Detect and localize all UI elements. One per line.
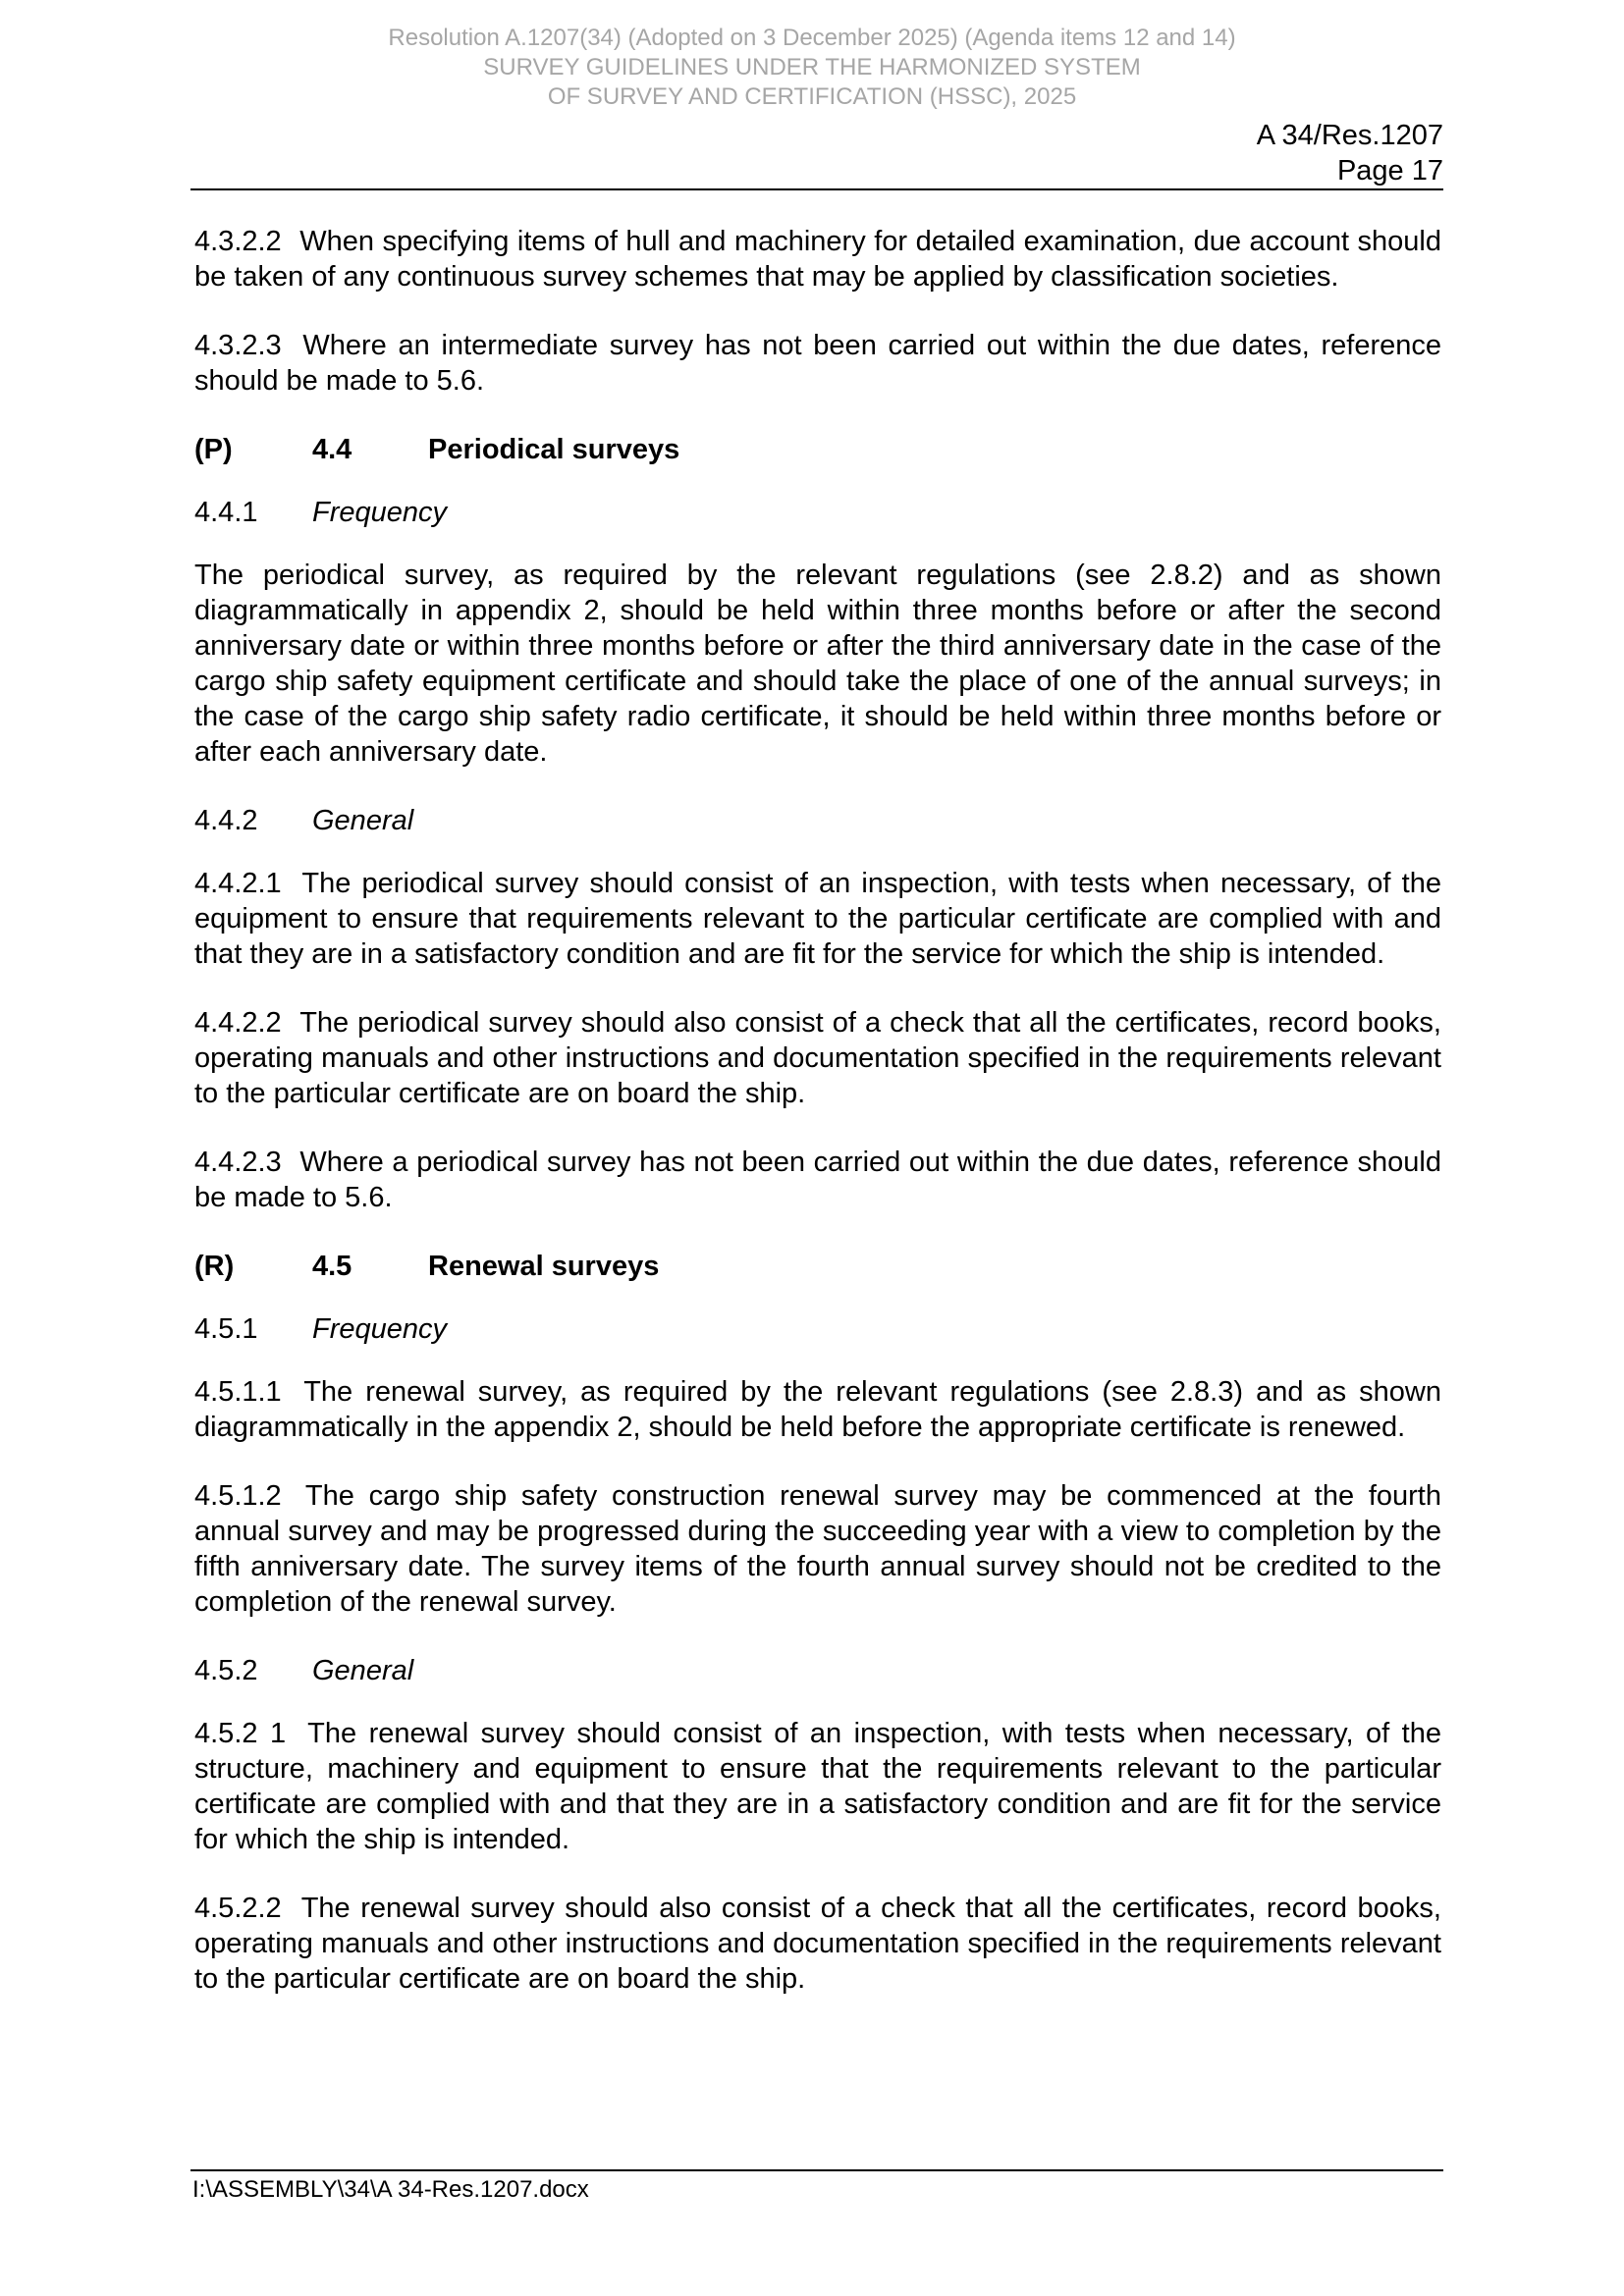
subsection-title: General — [312, 805, 414, 836]
footer-divider — [190, 2169, 1443, 2171]
section-title: Periodical surveys — [428, 434, 680, 465]
footer-file-path: I:\ASSEMBLY\34\A 34-Res.1207.docx — [192, 2176, 589, 2203]
subsection-title: General — [312, 1655, 414, 1686]
watermark — [0, 24, 1624, 112]
document-number: A 34/Res.1207 — [1256, 120, 1443, 151]
paragraph-text: The periodical survey should consist of an inspection, with tests when necessary, of the equipment to ensure that requirements relevant to the particular certificate are complied with and that they are in a satisfactory condition and are fit for the service for which the ship is intended. — [194, 868, 1441, 970]
subsection-title: Frequency — [312, 1313, 448, 1345]
watermark-line-1: Resolution A.1207(34) (Adopted on 3 December 2025) (Agenda items 12 and 14) — [388, 25, 1236, 51]
header-divider — [190, 188, 1443, 190]
paragraph-4-3-2-2 — [194, 224, 1441, 294]
paragraph-number: 4.4.2.3 — [194, 1147, 282, 1178]
document-reference — [952, 118, 1443, 188]
paragraph-text: The renewal survey should also consist of a check that all the certificates, record books, operating manuals and other instructions and documentation specified in the requirements relevant to the particular certificate are on board the ship. — [194, 1893, 1441, 1995]
subsection-number: 4.4.2 — [194, 805, 258, 836]
paragraph-number: 4.4.2.1 — [194, 868, 282, 899]
subsection-title: Frequency — [312, 497, 448, 528]
paragraph-4-5-2-1 — [194, 1716, 1441, 1857]
section-heading-4-5 — [194, 1249, 1441, 1284]
page-number: Page 17 — [1336, 155, 1443, 187]
paragraph-text: Where an intermediate survey has not been carried out within the due dates, reference should be made to 5.6. — [194, 330, 1441, 397]
section-heading-4-4 — [194, 432, 1441, 467]
watermark-line-2: SURVEY GUIDELINES UNDER THE HARMONIZED SYSTEM — [483, 54, 1141, 80]
subsection-heading-4-4-2 — [194, 803, 1441, 838]
paragraph-number: 4.3.2.3 — [194, 330, 282, 361]
paragraph-4-5-1-1 — [194, 1374, 1441, 1445]
paragraph-number: 4.4.2.2 — [194, 1007, 282, 1039]
section-title: Renewal surveys — [428, 1251, 660, 1282]
paragraph-4-5-2-2 — [194, 1891, 1441, 1997]
section-number: 4.5 — [312, 1251, 352, 1282]
paragraph-4-4-1: The periodical survey, as required by the relevant regulations (see 2.8.2) and as shown diagrammatically in appendix 2, should be held within three months before or after the second anniversary date or within three months before or after the third anniversary date in the case of the cargo ship safety equipment certificate and should take the place of one of the annual surveys; in the case of the cargo ship safety radio certificate, it should be held within three months before or after each anniversary date. — [194, 560, 1441, 768]
paragraph-number: 4.5.2.2 — [194, 1893, 282, 1924]
paragraph-4-4-2-3 — [194, 1145, 1441, 1215]
paragraph-text: When specifying items of hull and machinery for detailed examination, due account should be taken of any continuous survey schemes that may be applied by classification societies. — [194, 226, 1442, 293]
section-tag: (R) — [194, 1251, 235, 1282]
paragraph-text: Where a periodical survey has not been carried out within the due dates, reference should be made to 5.6. — [194, 1147, 1441, 1213]
paragraph-4-3-2-3 — [194, 328, 1441, 399]
section-number: 4.4 — [312, 434, 352, 465]
paragraph-4-5-1-2 — [194, 1478, 1441, 1620]
paragraph-4-4-2-2 — [194, 1005, 1441, 1111]
subsection-number: 4.4.1 — [194, 497, 258, 528]
section-tag: (P) — [194, 434, 233, 465]
paragraph-text: The cargo ship safety construction renewal survey may be commenced at the fourth annual survey and may be progressed during the succeeding year with a view to completion by the fifth anniversary date. The survey items of the fourth annual survey should not be credited to the completion of the renewal survey. — [194, 1480, 1441, 1618]
subsection-heading-4-5-2 — [194, 1653, 1441, 1688]
subsection-heading-4-4-1 — [194, 495, 1441, 530]
subsection-number: 4.5.1 — [194, 1313, 258, 1345]
paragraph-number: 4.5.1.2 — [194, 1480, 282, 1512]
subsection-heading-4-5-1 — [194, 1311, 1441, 1347]
document-body — [194, 224, 1441, 2030]
subsection-number: 4.5.2 — [194, 1655, 258, 1686]
paragraph-number: 4.5.2 1 — [194, 1718, 287, 1749]
paragraph-text: The renewal survey should consist of an inspection, with tests when necessary, of the structure, machinery and equipment to ensure that the requirements relevant to the particular certificate are complied with and that they are in a satisfactory condition and are fit for the service for which the ship is intended. — [194, 1718, 1441, 1855]
watermark-line-3: OF SURVEY AND CERTIFICATION (HSSC), 2025 — [547, 83, 1077, 110]
paragraph-number: 4.5.1.1 — [194, 1376, 282, 1408]
paragraph-text: The periodical survey should also consist of a check that all the certificates, record books, operating manuals and other instructions and documentation specified in the requirements relevant to the particular certificate are on board the ship. — [194, 1007, 1441, 1109]
paragraph-text: The renewal survey, as required by the relevant regulations (see 2.8.3) and as shown diagrammatically in the appendix 2, should be held before the appropriate certificate is renewed. — [194, 1376, 1441, 1443]
paragraph-4-4-2-1 — [194, 866, 1441, 972]
paragraph-number: 4.3.2.2 — [194, 226, 282, 257]
